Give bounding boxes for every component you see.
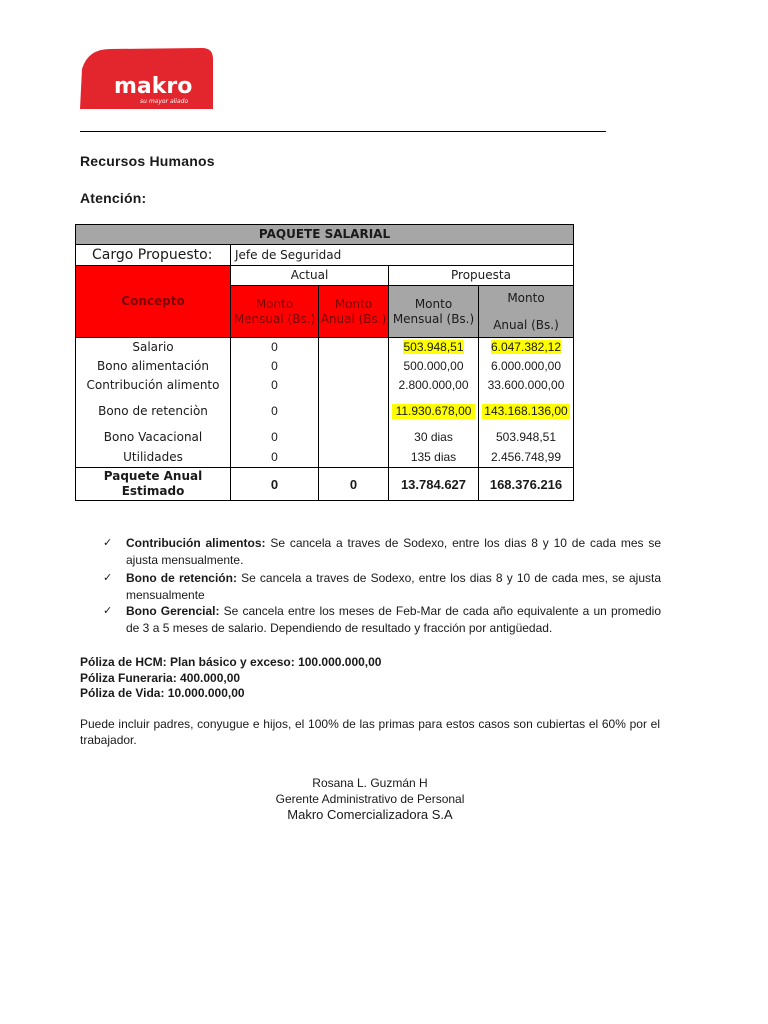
- bullet-term: Contribución alimentos:: [126, 536, 266, 550]
- logo-tagline-text: su mayor aliado: [140, 98, 189, 105]
- row-actual-mensual: 0: [231, 448, 319, 468]
- actual-header: Actual: [231, 266, 389, 286]
- row-concepto: Utilidades: [76, 448, 231, 468]
- col-actual-anual: Monto Anual (Bs.): [319, 286, 389, 338]
- list-item: [103, 603, 661, 636]
- table-title: PAQUETE SALARIAL: [76, 225, 574, 245]
- row-concepto: Salario: [76, 338, 231, 357]
- bullet-term: Bono de retención:: [126, 571, 237, 585]
- row-prop-mensual: 30 dias: [389, 428, 479, 448]
- total-prop-anual: 168.376.216: [479, 468, 574, 501]
- total-prop-mensual: 13.784.627: [389, 468, 479, 501]
- policies-block: [80, 655, 381, 702]
- col-actual-mensual: Monto Mensual (Bs.): [231, 286, 319, 338]
- coverage-note: Puede incluir padres, conyugue e hijos, el 100% de las primas para estos casos son cubiertas el 60% por el trabajador.: [80, 717, 660, 747]
- bullet-term: Bono Gerencial:: [126, 604, 220, 618]
- row-actual-mensual: 0: [231, 376, 319, 395]
- checkmark-icon: ✓: [103, 536, 113, 549]
- makro-logo: [80, 47, 214, 110]
- signature-block: [200, 775, 540, 823]
- row-actual-anual: [319, 448, 389, 468]
- attention-label: Atención:: [80, 190, 147, 206]
- checkmark-icon: ✓: [103, 604, 113, 617]
- row-prop-anual: 33.600.000,00: [479, 376, 574, 395]
- row-actual-anual: [319, 357, 389, 376]
- bullet-text: Se cancela a traves de Sodexo, entre los dias 8 y 10 de cada mes, se ajusta mensualmente: [126, 571, 661, 602]
- row-prop-anual: 6.000.000,00: [479, 357, 574, 376]
- cargo-value: Jefe de Seguridad: [231, 245, 574, 266]
- col-prop-mensual: Monto Mensual (Bs.): [389, 286, 479, 338]
- concepto-header: Concepto: [76, 266, 231, 338]
- row-prop-anual: 503.948,51: [479, 428, 574, 448]
- department-title: Recursos Humanos: [80, 153, 215, 169]
- row-actual-mensual: 0: [231, 395, 319, 428]
- col-prop-anual: [479, 286, 574, 338]
- signer-name: Rosana L. Guzmán H: [312, 776, 428, 790]
- row-prop-mensual: 503.948,51: [403, 339, 464, 354]
- row-actual-anual: [319, 395, 389, 428]
- row-concepto: Bono Vacacional: [76, 428, 231, 448]
- bullet-text: Se cancela a traves de Sodexo, entre los dias 8 y 10 de cada mes se ajusta mensualmente.: [126, 536, 661, 567]
- row-prop-mensual: 500.000,00: [389, 357, 479, 376]
- signer-company: Makro Comercializadora S.A: [287, 807, 453, 822]
- salary-package-table: [75, 224, 574, 501]
- total-actual-anual: 0: [319, 468, 389, 501]
- total-label: Paquete Anual Estimado: [76, 468, 231, 501]
- poliza-hcm: Póliza de HCM: Plan básico y exceso: 100.000.000,00: [80, 655, 382, 669]
- row-actual-mensual: 0: [231, 338, 319, 357]
- row-actual-mensual: 0: [231, 357, 319, 376]
- total-actual-mensual: 0: [231, 468, 319, 501]
- poliza-vida: Póliza de Vida: 10.000.000,00: [80, 686, 245, 700]
- row-prop-mensual: 11.930.678,00: [392, 404, 475, 419]
- logo-brand-text: makro: [114, 74, 193, 99]
- header-divider: [80, 131, 606, 132]
- row-prop-anual: 143.168.136,00: [482, 404, 570, 419]
- cargo-label: Cargo Propuesto:: [76, 245, 231, 266]
- poliza-funeraria: Póliza Funeraria: 400.000,00: [80, 670, 241, 685]
- list-item: [103, 535, 661, 568]
- row-prop-mensual: 2.800.000,00: [389, 376, 479, 395]
- row-prop-anual: 2.456.748,99: [479, 448, 574, 468]
- propuesta-header: Propuesta: [389, 266, 574, 286]
- list-item: [103, 570, 661, 603]
- row-concepto: Bono alimentación: [76, 357, 231, 376]
- signer-position: Gerente Administrativo de Personal: [275, 792, 465, 806]
- bullet-text: Se cancela entre los meses de Feb-Mar de cada año equivalente a un promedio de 3 a 5 meses de salario. Dependiendo de resultado y fracción por antigüedad.: [126, 604, 662, 635]
- row-prop-mensual: 135 dias: [389, 448, 479, 468]
- checkmark-icon: ✓: [103, 571, 113, 584]
- row-prop-anual: 6.047.382,12: [490, 339, 562, 354]
- row-concepto: Contribución alimento: [76, 376, 231, 395]
- benefits-notes-list: [103, 535, 661, 636]
- row-actual-mensual: 0: [231, 428, 319, 448]
- col-prop-anual-bottom: Anual (Bs.): [493, 317, 559, 332]
- row-actual-anual: [319, 338, 389, 357]
- row-concepto: Bono de retenciòn: [76, 395, 231, 428]
- row-actual-anual: [319, 428, 389, 448]
- col-prop-anual-top: Monto: [507, 290, 545, 305]
- row-actual-anual: [319, 376, 389, 395]
